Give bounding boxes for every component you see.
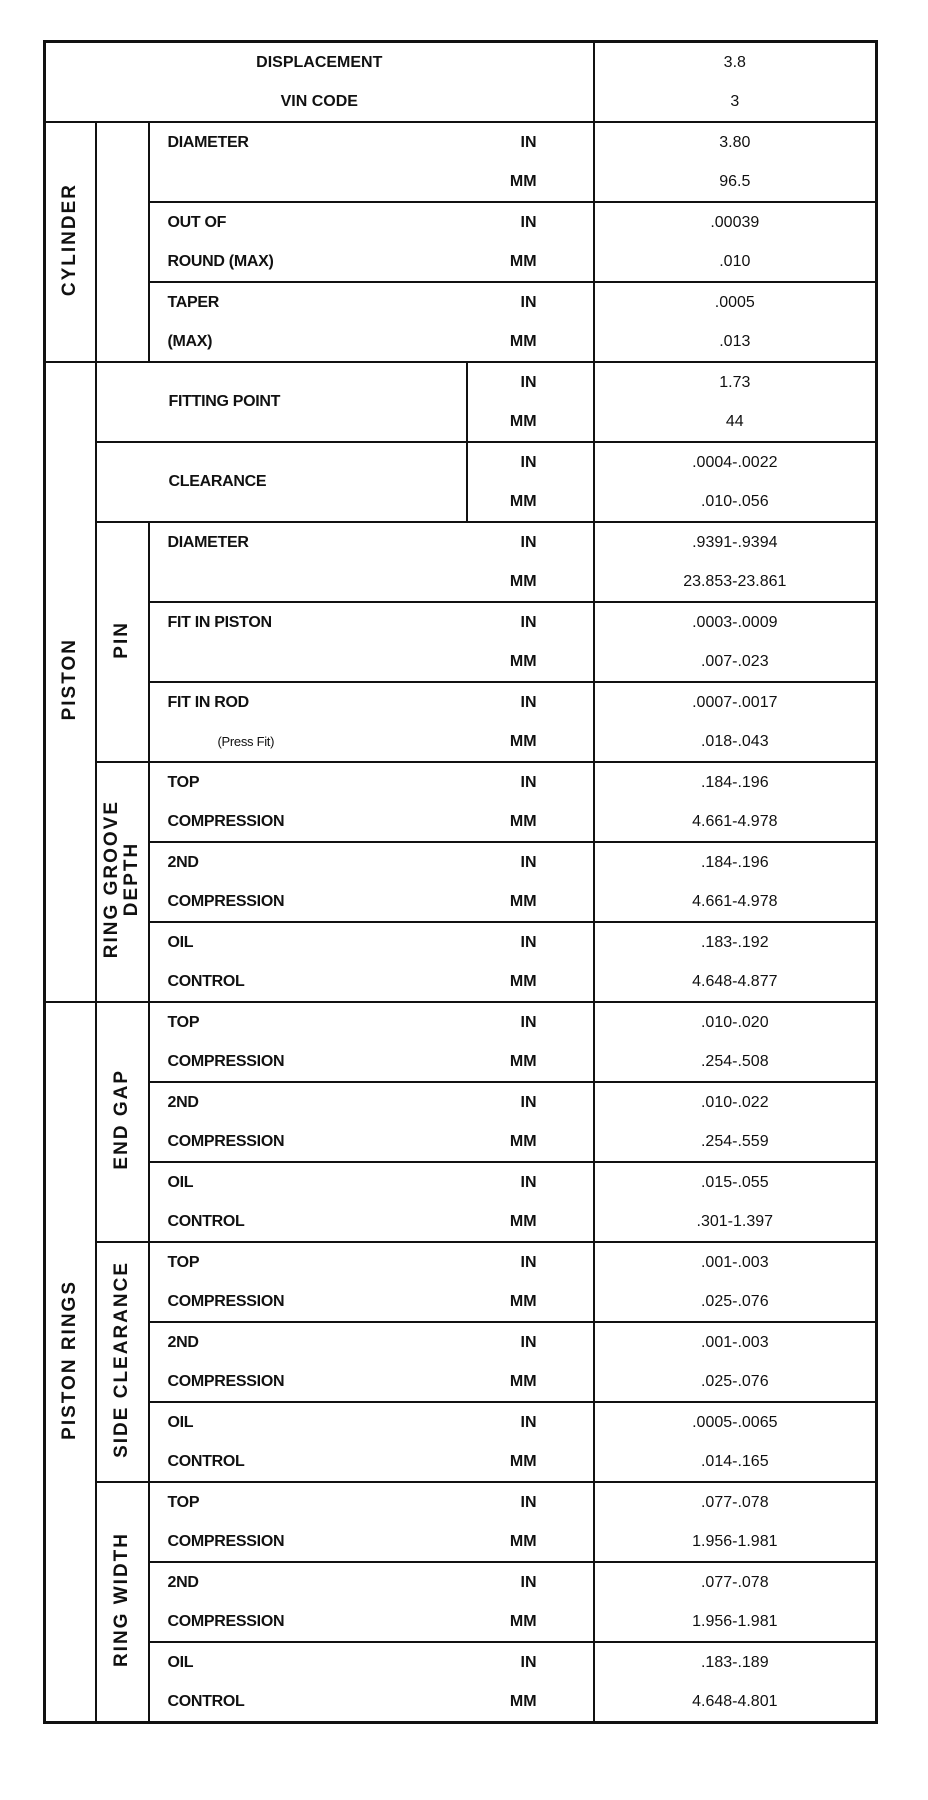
value-mm: .010	[594, 242, 877, 282]
spec-row-in	[45, 122, 877, 162]
rotated-label-line: PISTON RINGS	[59, 1279, 81, 1440]
spec-row-mm	[45, 1282, 877, 1322]
unit-mm: MM	[509, 252, 537, 270]
spec-row-in	[45, 1642, 877, 1682]
value-in: .0007-.0017	[594, 682, 877, 722]
unit-in: IN	[467, 922, 594, 962]
spec-label: TOP	[149, 1002, 467, 1042]
spec-label: FITTING POINT	[96, 362, 467, 442]
spec-row-in	[45, 1562, 877, 1602]
spec-label-line2	[149, 642, 467, 682]
header-value: 3	[594, 82, 877, 122]
unit-mm: MM	[509, 892, 537, 910]
value-mm: 1.956-1.981	[594, 1522, 877, 1562]
value-mm: .025-.076	[594, 1282, 877, 1322]
value-mm: .013	[594, 322, 877, 362]
value-mm: .007-.023	[594, 642, 877, 682]
value-in: 3.80	[594, 122, 877, 162]
unit-in: IN	[467, 1162, 594, 1202]
subgroup-label	[96, 122, 149, 362]
spec-row-in	[45, 1002, 877, 1042]
spec-row-in	[45, 1082, 877, 1122]
subgroup-label	[96, 1002, 149, 1242]
unit-mm: MM	[509, 972, 537, 990]
subgroup-label-text	[112, 1069, 132, 1170]
spec-row-in	[45, 442, 877, 482]
value-in: .183-.192	[594, 922, 877, 962]
header-row	[45, 82, 877, 122]
spec-row-mm	[45, 882, 877, 922]
rotated-label-line: SIDE CLEARANCE	[111, 1261, 132, 1458]
press-fit-note: (Press Fit)	[217, 733, 275, 749]
value-in: .00039	[594, 202, 877, 242]
subgroup-label-text	[112, 1261, 132, 1458]
value-in: .184-.196	[594, 842, 877, 882]
spec-label-line2: CONTROL	[167, 1212, 245, 1230]
spec-row-in	[45, 202, 877, 242]
unit-mm: MM	[509, 812, 537, 830]
value-mm: 96.5	[594, 162, 877, 202]
unit-in: IN	[467, 282, 594, 322]
spec-label-line2: COMPRESSION	[167, 1372, 285, 1390]
unit-in: IN	[467, 762, 594, 802]
rotated-label-line: RING GROOVE	[101, 800, 122, 959]
value-in: .184-.196	[594, 762, 877, 802]
subgroup-label-text	[112, 1532, 132, 1667]
rotated-label-line: DEPTH	[121, 842, 142, 917]
spec-label: TOP	[149, 1482, 467, 1522]
spec-label-line2: (MAX)	[167, 332, 213, 350]
subgroup-label	[96, 762, 149, 1002]
spec-label: CLEARANCE	[96, 442, 467, 522]
spec-row-mm	[45, 322, 877, 362]
spec-row-mm	[45, 1362, 877, 1402]
unit-mm: MM	[509, 172, 537, 190]
spec-row-in	[45, 522, 877, 562]
section-label-piston	[45, 362, 96, 1002]
spec-row-in	[45, 602, 877, 642]
spec-label-line2: COMPRESSION	[167, 1132, 285, 1150]
spec-label-line2	[149, 722, 467, 762]
spec-label-line2: COMPRESSION	[167, 1612, 285, 1630]
spec-row-mm	[45, 1602, 877, 1642]
value-mm: 44	[594, 402, 877, 442]
value-in: .001-.003	[594, 1242, 877, 1282]
spec-label: TOP	[149, 762, 467, 802]
unit-in: IN	[467, 1242, 594, 1282]
spec-row-in	[45, 1242, 877, 1282]
spec-label: 2ND	[149, 1322, 467, 1362]
spec-label: OIL	[149, 922, 467, 962]
rotated-label-line: RING WIDTH	[111, 1531, 132, 1668]
unit-mm: MM	[509, 1452, 537, 1470]
spec-row-mm	[45, 642, 877, 682]
value-mm: .014-.165	[594, 1442, 877, 1482]
spec-row-mm	[45, 1122, 877, 1162]
spec-row-in	[45, 1162, 877, 1202]
subgroup-label	[96, 1482, 149, 1723]
unit-in: IN	[467, 202, 594, 242]
value-mm: 4.648-4.877	[594, 962, 877, 1002]
spec-row-mm	[45, 1442, 877, 1482]
unit-in: IN	[467, 1402, 594, 1442]
value-mm: 4.648-4.801	[594, 1682, 877, 1723]
section-label-piston-rings	[45, 1002, 96, 1723]
spec-row-mm	[45, 722, 877, 762]
value-in: .183-.189	[594, 1642, 877, 1682]
header-value: 3.8	[594, 42, 877, 83]
section-label-cylinder	[45, 122, 96, 362]
unit-mm: MM	[509, 492, 537, 510]
spec-row-in	[45, 362, 877, 402]
value-mm: 4.661-4.978	[594, 882, 877, 922]
unit-mm: MM	[509, 732, 537, 750]
value-mm: 4.661-4.978	[594, 802, 877, 842]
spec-label-line2	[149, 562, 467, 602]
spec-label-line2: ROUND (MAX)	[167, 252, 274, 270]
spec-row-mm	[45, 1042, 877, 1082]
value-in: .001-.003	[594, 1322, 877, 1362]
unit-in: IN	[467, 842, 594, 882]
spec-row-mm	[45, 1682, 877, 1723]
section-label-piston-rings-text	[60, 1280, 80, 1440]
spec-row-mm	[45, 1202, 877, 1242]
rotated-label-line: PISTON	[59, 638, 81, 721]
spec-row-in	[45, 1482, 877, 1522]
spec-label-line2: COMPRESSION	[167, 892, 285, 910]
spec-row-in	[45, 762, 877, 802]
spec-row-in	[45, 842, 877, 882]
value-mm: .301-1.397	[594, 1202, 877, 1242]
unit-in: IN	[467, 682, 594, 722]
spec-label-line2: CONTROL	[167, 1452, 245, 1470]
value-mm: .254-.559	[594, 1122, 877, 1162]
spec-label: 2ND	[149, 1562, 467, 1602]
spec-label: OIL	[149, 1162, 467, 1202]
section-label-piston-text	[60, 638, 80, 720]
spec-label-line2: COMPRESSION	[167, 1052, 285, 1070]
spec-row-in	[45, 922, 877, 962]
value-mm: .010-.056	[594, 482, 877, 522]
spec-label-line2: CONTROL	[167, 1692, 245, 1710]
value-mm: 1.956-1.981	[594, 1602, 877, 1642]
unit-mm: MM	[509, 332, 537, 350]
rotated-label-line: PIN	[111, 620, 132, 659]
value-in: .010-.022	[594, 1082, 877, 1122]
rotated-label-line: END GAP	[111, 1069, 132, 1170]
unit-mm: MM	[509, 1212, 537, 1230]
subgroup-label-text	[112, 621, 132, 659]
unit-mm: MM	[509, 1692, 537, 1710]
spec-label: FIT IN PISTON	[149, 602, 467, 642]
spec-row-mm	[45, 962, 877, 1002]
unit-in: IN	[467, 122, 594, 162]
unit-mm: MM	[509, 1052, 537, 1070]
unit-mm: MM	[509, 1372, 537, 1390]
unit-in: IN	[467, 1482, 594, 1522]
spec-row-in	[45, 682, 877, 722]
spec-label-line2: COMPRESSION	[167, 812, 285, 830]
header-label: DISPLACEMENT	[256, 53, 383, 71]
unit-in: IN	[467, 522, 594, 562]
spec-row-in	[45, 1402, 877, 1442]
spec-label-line2: COMPRESSION	[167, 1292, 285, 1310]
unit-mm: MM	[509, 1292, 537, 1310]
value-in: 1.73	[594, 362, 877, 402]
subgroup-label	[96, 1242, 149, 1482]
unit-in: IN	[467, 362, 594, 402]
spec-label: 2ND	[149, 842, 467, 882]
value-in: .010-.020	[594, 1002, 877, 1042]
spec-row-in	[45, 282, 877, 322]
section-label-cylinder-text	[60, 183, 80, 296]
value-in: .077-.078	[594, 1562, 877, 1602]
unit-in: IN	[467, 1322, 594, 1362]
unit-mm: MM	[509, 652, 537, 670]
spec-row-mm	[45, 162, 877, 202]
value-mm: .018-.043	[594, 722, 877, 762]
value-in: .9391-.9394	[594, 522, 877, 562]
spec-label: OIL	[149, 1402, 467, 1442]
piston-cylinder-spec-table	[43, 40, 878, 1724]
spec-label-line2	[149, 162, 467, 202]
spec-label: DIAMETER	[149, 122, 467, 162]
subgroup-label-text	[102, 800, 142, 958]
unit-mm: MM	[509, 1132, 537, 1150]
spec-row-mm	[45, 562, 877, 602]
unit-mm: MM	[509, 572, 537, 590]
spec-label: DIAMETER	[149, 522, 467, 562]
spec-label: TAPER	[149, 282, 467, 322]
value-in: .0004-.0022	[594, 442, 877, 482]
value-in: .077-.078	[594, 1482, 877, 1522]
header-label: VIN CODE	[280, 92, 358, 110]
spec-label: FIT IN ROD	[149, 682, 467, 722]
unit-in: IN	[467, 602, 594, 642]
value-in: .015-.055	[594, 1162, 877, 1202]
rotated-label-line: CYLINDER	[59, 182, 81, 297]
unit-in: IN	[467, 1002, 594, 1042]
value-in: .0003-.0009	[594, 602, 877, 642]
value-mm: 23.853-23.861	[594, 562, 877, 602]
unit-mm: MM	[509, 1532, 537, 1550]
spec-label: OIL	[149, 1642, 467, 1682]
spec-label-line2: COMPRESSION	[167, 1532, 285, 1550]
unit-mm: MM	[509, 1612, 537, 1630]
unit-in: IN	[467, 1562, 594, 1602]
unit-mm: MM	[509, 412, 537, 430]
spec-row-mm	[45, 1522, 877, 1562]
subgroup-label	[96, 522, 149, 762]
unit-in: IN	[467, 442, 594, 482]
value-mm: .254-.508	[594, 1042, 877, 1082]
value-mm: .025-.076	[594, 1362, 877, 1402]
header-row	[45, 42, 877, 83]
value-in: .0005	[594, 282, 877, 322]
spec-row-in	[45, 1322, 877, 1362]
spec-label: OUT OF	[149, 202, 467, 242]
spec-row-mm	[45, 802, 877, 842]
spec-label: TOP	[149, 1242, 467, 1282]
spec-label-line2: CONTROL	[167, 972, 245, 990]
unit-in: IN	[467, 1642, 594, 1682]
value-in: .0005-.0065	[594, 1402, 877, 1442]
unit-in: IN	[467, 1082, 594, 1122]
spec-label: 2ND	[149, 1082, 467, 1122]
spec-row-mm	[45, 242, 877, 282]
